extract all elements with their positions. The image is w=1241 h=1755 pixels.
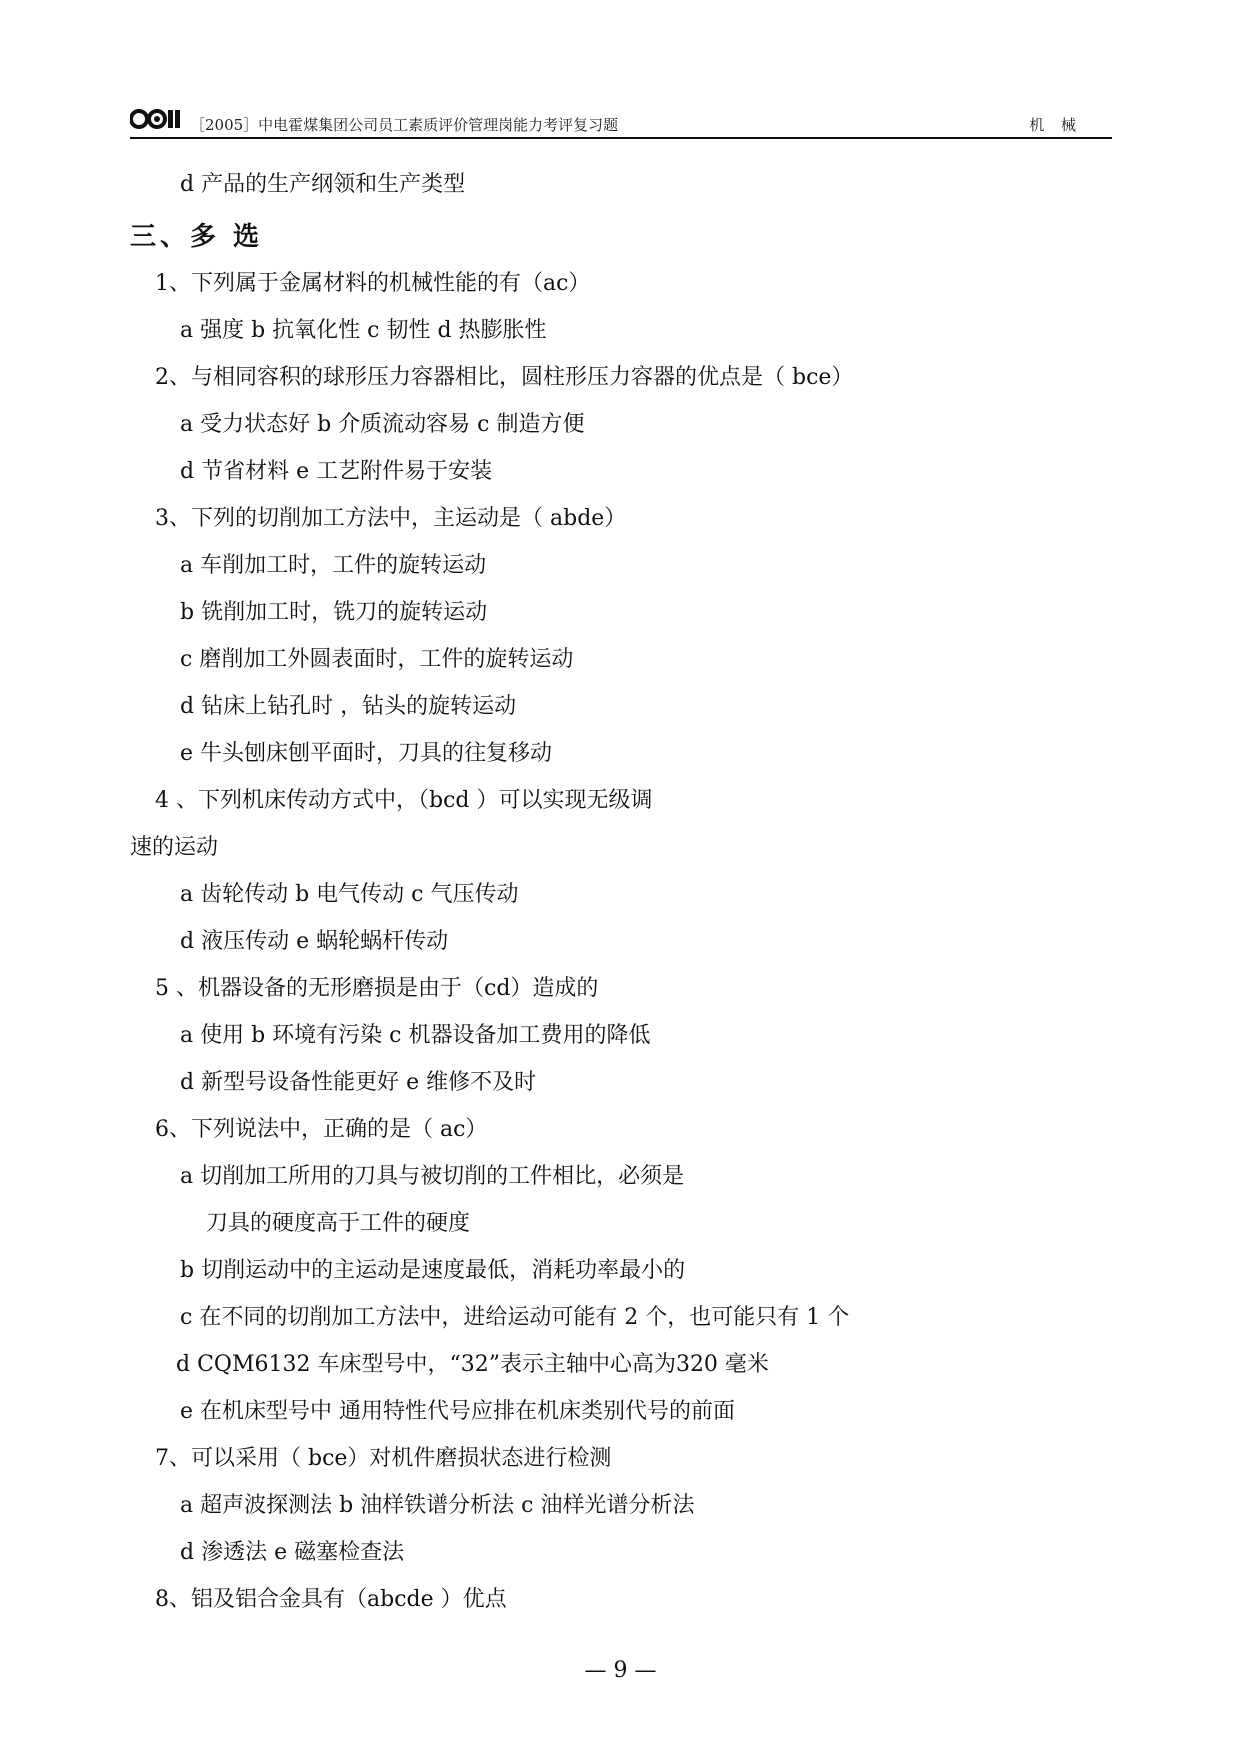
header-subject: 机 械 <box>1029 116 1082 134</box>
header-rule <box>130 137 1112 139</box>
option-line: a 受力状态好 b 介质流动容易 c 制造方便 <box>180 412 585 437</box>
option-line: b 铣削加工时，铣刀的旋转运动 <box>180 600 488 625</box>
option-line: a 超声波探测法 b 油样铁谱分析法 c 油样光谱分析法 <box>180 1493 695 1518</box>
option-line-continued: 刀具的硬度高于工件的硬度 <box>206 1211 471 1236</box>
option-line: d 新型号设备性能更好 e 维修不及时 <box>180 1070 537 1095</box>
option-line: d 节省材料 e 工艺附件易于安装 <box>180 459 493 484</box>
option-line: c 磨削加工外圆表面时，工件的旋转运动 <box>180 647 574 672</box>
question-line: 1、下列属于金属材料的机械性能的有（ac） <box>155 271 591 296</box>
option-line: c 在不同的切削加工方法中，进给运动可能有 2 个，也可能只有 1 个 <box>180 1305 850 1330</box>
text-line: d 产品的生产纲领和生产类型 <box>180 172 466 197</box>
company-logo-icon <box>130 106 184 132</box>
question-line: 3、下列的切削加工方法中，主运动是（ abde） <box>155 506 627 531</box>
question-line: 7、可以采用（ bce）对机件磨损状态进行检测 <box>155 1446 612 1471</box>
option-line: d 钻床上钻孔时 ，钻头的旋转运动 <box>180 694 517 719</box>
question-line-continued: 速的运动 <box>130 835 219 860</box>
option-line: e 牛头刨床刨平面时，刀具的往复移动 <box>180 741 553 766</box>
question-line: 5 、机器设备的无形磨损是由于（cd）造成的 <box>155 976 599 1001</box>
option-line: a 齿轮传动 b 电气传动 c 气压传动 <box>180 882 519 907</box>
option-line: a 切削加工所用的刀具与被切削的工件相比，必须是 <box>180 1164 685 1189</box>
question-line: 2、与相同容积的球形压力容器相比，圆柱形压力容器的优点是（ bce） <box>155 365 854 390</box>
option-line: d 液压传动 e 蜗轮蜗杆传动 <box>180 929 449 954</box>
section-title: 三、多 选 <box>130 222 264 252</box>
option-line: a 使用 b 环境有污染 c 机器设备加工费用的降低 <box>180 1023 651 1048</box>
question-line: 4 、下列机床传动方式中，（bcd ）可以实现无级调 <box>155 788 653 813</box>
question-line: 6、下列说法中，正确的是（ ac） <box>155 1117 488 1142</box>
option-line: d 渗透法 e 磁塞检查法 <box>180 1540 405 1565</box>
page-number: — 9 — <box>584 1658 657 1683</box>
option-line: d CQM6132 车床型号中，“32”表示主轴中心高为320 毫米 <box>176 1352 769 1377</box>
question-line: 8、铝及铝合金具有（abcde ）优点 <box>155 1587 507 1612</box>
option-line: a 车削加工时，工件的旋转运动 <box>180 553 487 578</box>
option-line: b 切削运动中的主运动是速度最低，消耗功率最小的 <box>180 1258 686 1283</box>
option-line: a 强度 b 抗氧化性 c 韧性 d 热膨胀性 <box>180 318 547 343</box>
page-header <box>130 100 1112 140</box>
option-line: e 在机床型号中 通用特性代号应排在机床类别代号的前面 <box>180 1399 736 1424</box>
header-title: ［2005］中电霍煤集团公司员工素质评价管理岗能力考评复习题 <box>190 116 619 134</box>
